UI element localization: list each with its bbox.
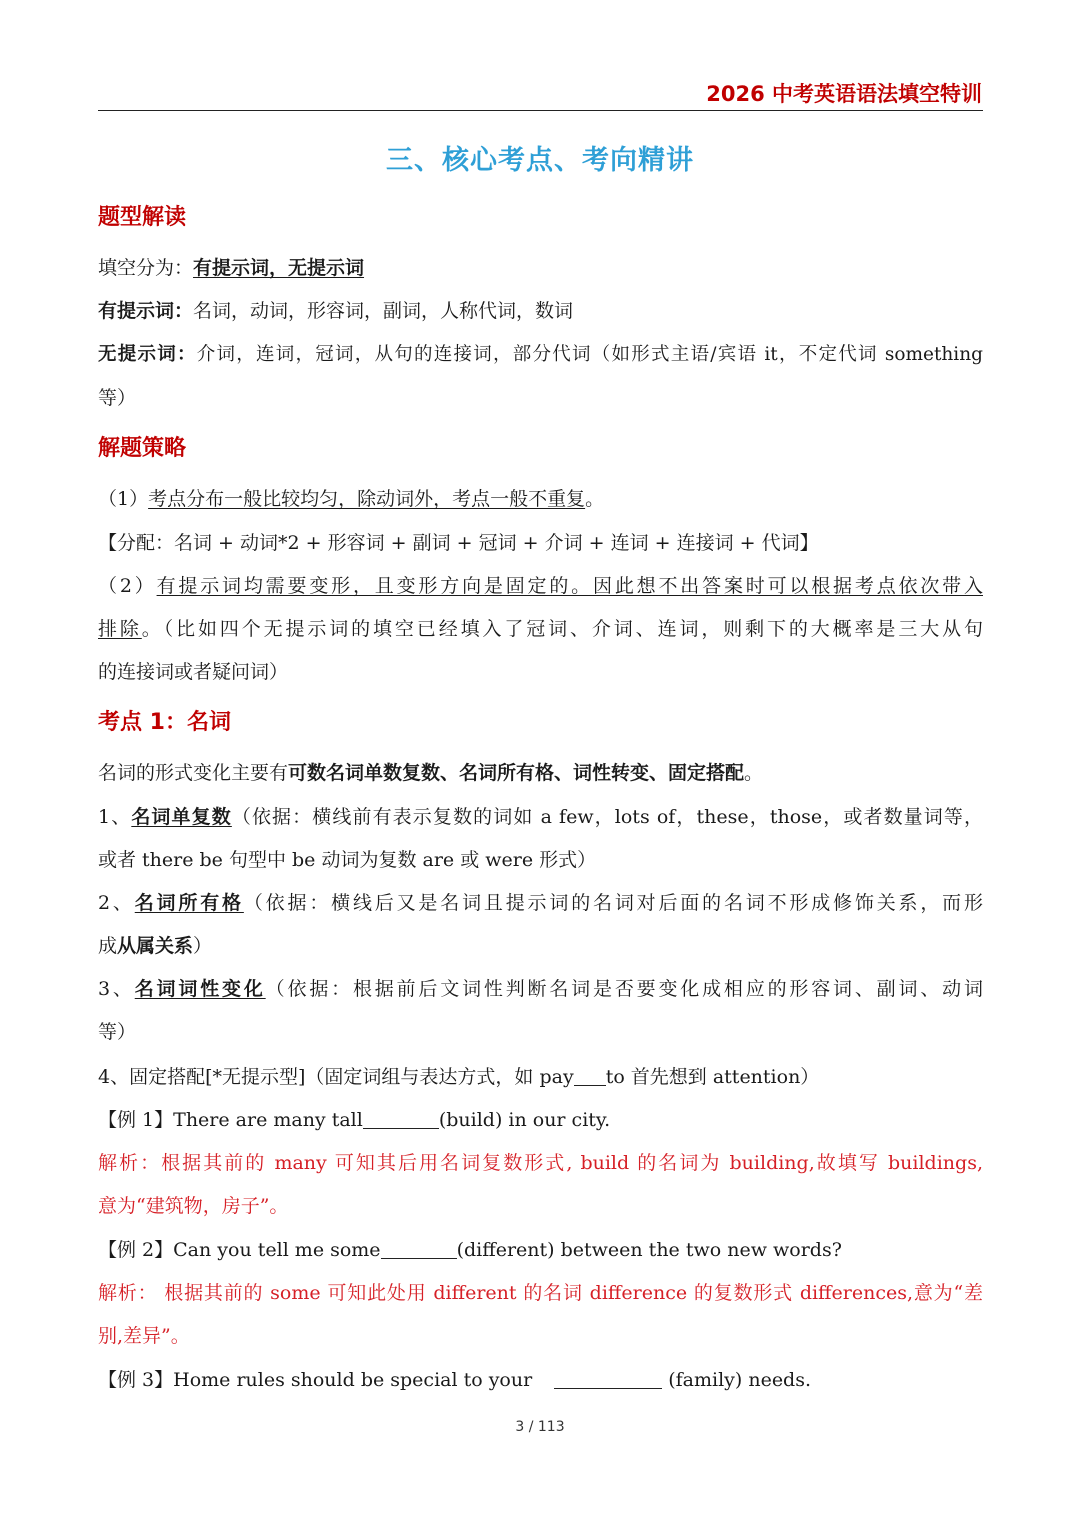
- rule-2-cont-plain: 成: [98, 935, 118, 957]
- hint-words-line: [98, 296, 573, 323]
- rule-3: [98, 974, 983, 1001]
- hint-words-value: 名词，动词，形容词，副词，人称代词，数词: [193, 300, 574, 322]
- strategy-item-1: [98, 484, 604, 511]
- example-3: [98, 1365, 811, 1392]
- example-2: [98, 1235, 842, 1262]
- strategy-item-1-text: 考点分布一般比较均匀，除动词外，考点一般不重复: [148, 488, 586, 510]
- example-1-blank: [363, 1109, 439, 1129]
- example-2-analysis-cont: 别,差异”。: [98, 1325, 190, 1347]
- nohint-words-line: [98, 340, 983, 366]
- point-1-intro: [98, 758, 763, 785]
- type-analysis-heading: 题型解读: [98, 205, 187, 230]
- example-2-analysis: 解析： 根据其前的 some 可知此处用 different 的名词 difference 的复数形式 differences,意为“差: [98, 1282, 983, 1304]
- rule-4-blank: [574, 1066, 606, 1086]
- rule-2-num: 2、: [98, 892, 135, 914]
- example-2-before: Can you tell me some: [173, 1239, 381, 1261]
- strategy-item-1-prefix: （1）: [98, 488, 149, 510]
- rule-2-cont: [98, 931, 212, 958]
- example-1-before: There are many tall: [173, 1109, 363, 1131]
- rule-2-cont-bold: 从属关系: [117, 935, 194, 957]
- strategy-item-1-suffix: 。: [585, 488, 605, 510]
- document-header-title: 2026 中考英语语法填空特训: [706, 82, 982, 106]
- strategy-item-2-rest: 。（比如四个无提示词的填空已经填入了冠词、介词、连词，则剩下的大概率是三大从句: [141, 618, 983, 640]
- example-3-after: (family) needs.: [668, 1369, 812, 1391]
- fill-split-line: [98, 253, 364, 280]
- example-2-after: (different) between the two new words?: [456, 1239, 842, 1261]
- section-title: 三、核心考点、考向精讲: [386, 145, 694, 176]
- example-1-label: 【例 1】: [98, 1109, 174, 1131]
- example-2-blank: [381, 1239, 457, 1259]
- strategy-item-2-text: 有提示词均需要变形，且变形方向是固定的。因此想不出答案时可以根据考点依次带入: [156, 575, 983, 597]
- rule-3-title: 名词词性变化: [134, 978, 266, 1000]
- rule-1-num: 1、: [98, 806, 132, 828]
- strategy-heading: 解题策略: [98, 436, 187, 461]
- rule-3-cont: 等）: [98, 1021, 137, 1043]
- page-number: 3 / 113: [515, 1419, 565, 1435]
- example-1-after: (build) in our city.: [438, 1109, 611, 1131]
- nohint-words-line-cont: 等）: [98, 387, 137, 409]
- fill-split-label: 填空分为：: [98, 257, 194, 279]
- strategy-item-2-underlined: 排除: [98, 618, 142, 640]
- example-1-analysis: 解析：根据其前的 many 可知其后用名词复数形式, build 的名词为 building,故填写 buildings,: [98, 1152, 983, 1174]
- hint-words-label: 有提示词：: [98, 300, 194, 322]
- strategy-item-2: [98, 571, 983, 598]
- point-1-intro-end: 。: [744, 762, 764, 784]
- example-1-analysis-cont: 意为“建筑物，房子”。: [98, 1195, 289, 1217]
- rule-1: [98, 802, 983, 829]
- header-divider: [98, 110, 983, 111]
- rule-1-title: 名词单复数: [131, 806, 232, 828]
- distribution-line: 【分配：名词 + 动词*2 + 形容词 + 副词 + 冠词 + 介词 + 连词 + 连接词 + 代词】: [98, 532, 819, 554]
- example-1: [98, 1105, 610, 1132]
- rule-4-text-b: to 首先想到 attention）: [605, 1066, 820, 1088]
- point-1-intro-plain: 名词的形式变化主要有: [98, 762, 289, 784]
- point-1-heading: 考点 1：名词: [98, 710, 231, 735]
- rule-2: [98, 888, 983, 915]
- example-2-label: 【例 2】: [98, 1239, 174, 1261]
- rule-4-text-a: 4、固定搭配[*无提示型]（固定词组与表达方式，如 pay: [98, 1066, 574, 1088]
- nohint-words-value: 介词，连词，冠词，从句的连接词，部分代词（如形式主语/宾语 it，不定代词 something: [196, 344, 983, 365]
- point-1-intro-bold: 可数名词单数复数、名词所有格、词性转变、固定搭配: [288, 762, 745, 784]
- rule-3-text: （依据：根据前后文词性判断名词是否要变化成相应的形容词、副词、动词: [265, 978, 983, 1000]
- rule-3-num: 3、: [98, 978, 135, 1000]
- rule-2-text: （依据：横线后又是名词且提示词的名词对后面的名词不形成修饰关系，而形: [243, 892, 983, 914]
- nohint-words-label: 无提示词：: [98, 344, 197, 365]
- rule-2-cont-end: ）: [193, 935, 213, 957]
- fill-split-value: 有提示词，无提示词: [193, 257, 365, 279]
- rule-1-cont: 或者 there be 句型中 be 动词为复数 are 或 were 形式）: [98, 849, 597, 871]
- example-3-before: Home rules should be special to your: [173, 1369, 533, 1391]
- rule-2-title: 名词所有格: [134, 892, 244, 914]
- example-3-blank: [554, 1369, 662, 1389]
- strategy-item-2-cont: [98, 614, 983, 641]
- rule-4: [98, 1062, 819, 1089]
- strategy-item-2-prefix: （2）: [98, 575, 157, 597]
- rule-1-text: （依据：横线前有表示复数的词如 a few，lots of，these，those，或者数量词等，: [231, 806, 983, 828]
- example-3-label: 【例 3】: [98, 1369, 174, 1391]
- strategy-item-2-end: 的连接词或者疑问词）: [98, 661, 289, 683]
